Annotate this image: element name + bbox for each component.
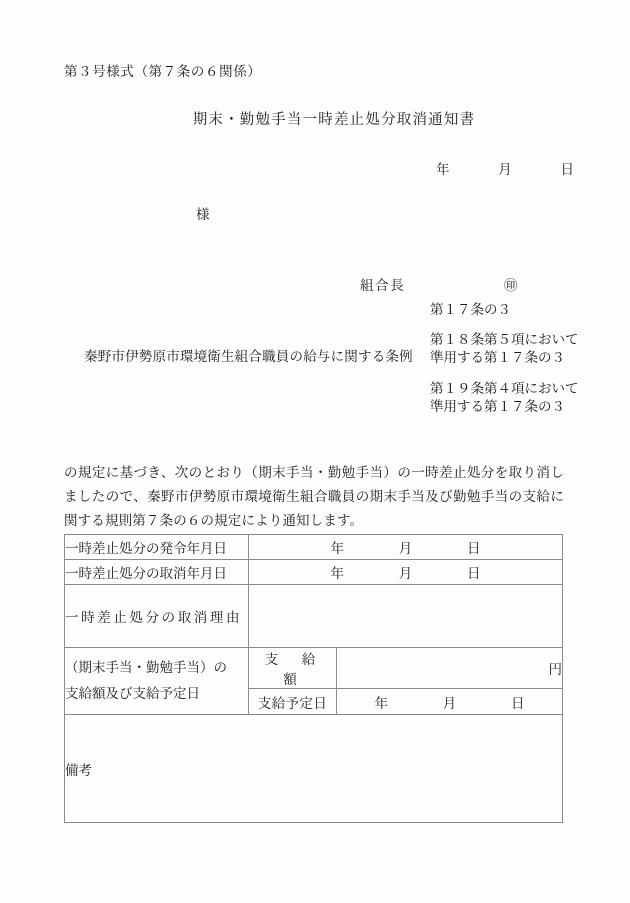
table-row — [65, 585, 563, 648]
cancel-date-label: 一時差止処分の取消年月日 — [65, 560, 249, 585]
table-row — [65, 648, 563, 689]
payment-scheduled-label: 支給予定日 — [249, 689, 337, 715]
payment-label-line2: 支給額及び支給予定日 — [65, 686, 200, 701]
table-row — [65, 715, 563, 823]
cancel-reason-value[interactable] — [249, 585, 563, 648]
cancel-reason-label: 一時差止処分の取消理由 — [65, 585, 249, 648]
payment-label — [65, 648, 249, 715]
article-reference-list — [430, 301, 580, 416]
cancel-date-value[interactable] — [249, 560, 563, 585]
issue-date-value[interactable] — [249, 535, 563, 560]
cancel-year-label: 年 — [330, 566, 344, 581]
payment-amount-value[interactable] — [337, 648, 563, 689]
payment-amount-unit: 円 — [548, 662, 562, 677]
document-title: 期末・勤勉手当一時差止処分取消通知書 — [192, 112, 476, 128]
issue-date-line — [436, 158, 574, 178]
cancel-month-label: 月 — [398, 566, 413, 581]
article-reference: 第１７条の３ — [430, 302, 511, 317]
notification-table — [64, 534, 563, 823]
issue-day-label: 日 — [467, 541, 481, 556]
date-day-label: 日 — [560, 162, 574, 177]
issue-date-label: 一時差止処分の発令年月日 — [65, 535, 249, 560]
scheduled-month-label: 月 — [442, 695, 457, 711]
remarks-label: 備考 — [65, 762, 92, 778]
payment-amount-label: 支 給 額 — [249, 648, 337, 689]
article-reference: 第１８条第５項において準用する第１７条の３ — [430, 332, 579, 366]
cancel-day-label: 日 — [467, 566, 481, 581]
ordinance-name: 秦野市伊勢原市環境衛生組合職員の給与に関する条例 — [84, 349, 413, 364]
article-reference: 第１９条第４項において準用する第１７条の３ — [430, 380, 579, 414]
payment-scheduled-value[interactable] — [337, 689, 563, 715]
table-row — [65, 560, 563, 585]
signatory-title: 組合長 — [360, 278, 406, 293]
payment-label-line1: （期末手当・勤勉手当）の — [65, 659, 227, 675]
issue-month-label: 月 — [398, 541, 413, 556]
date-year-label: 年 — [436, 162, 450, 177]
remarks-cell[interactable] — [65, 715, 563, 823]
table-row — [65, 535, 563, 560]
addressee-suffix: 様 — [196, 207, 211, 222]
form-number: 第３号様式（第７条の６関係） — [64, 64, 262, 79]
seal-icon: ㊞ — [504, 278, 518, 293]
issue-year-label: 年 — [330, 541, 344, 556]
scheduled-day-label: 日 — [511, 695, 525, 711]
body-paragraph: の規定に基づき、次のとおり（期末手当・勤勉手当）の一時差止処分を取り消しましたので、秦野市伊勢原市環境衛生組合職員の期末手当及び勤勉手当の支給に関する規則第７条の６の規定により通知します。 — [64, 465, 564, 529]
scheduled-year-label: 年 — [374, 695, 388, 711]
date-month-label: 月 — [498, 162, 512, 177]
